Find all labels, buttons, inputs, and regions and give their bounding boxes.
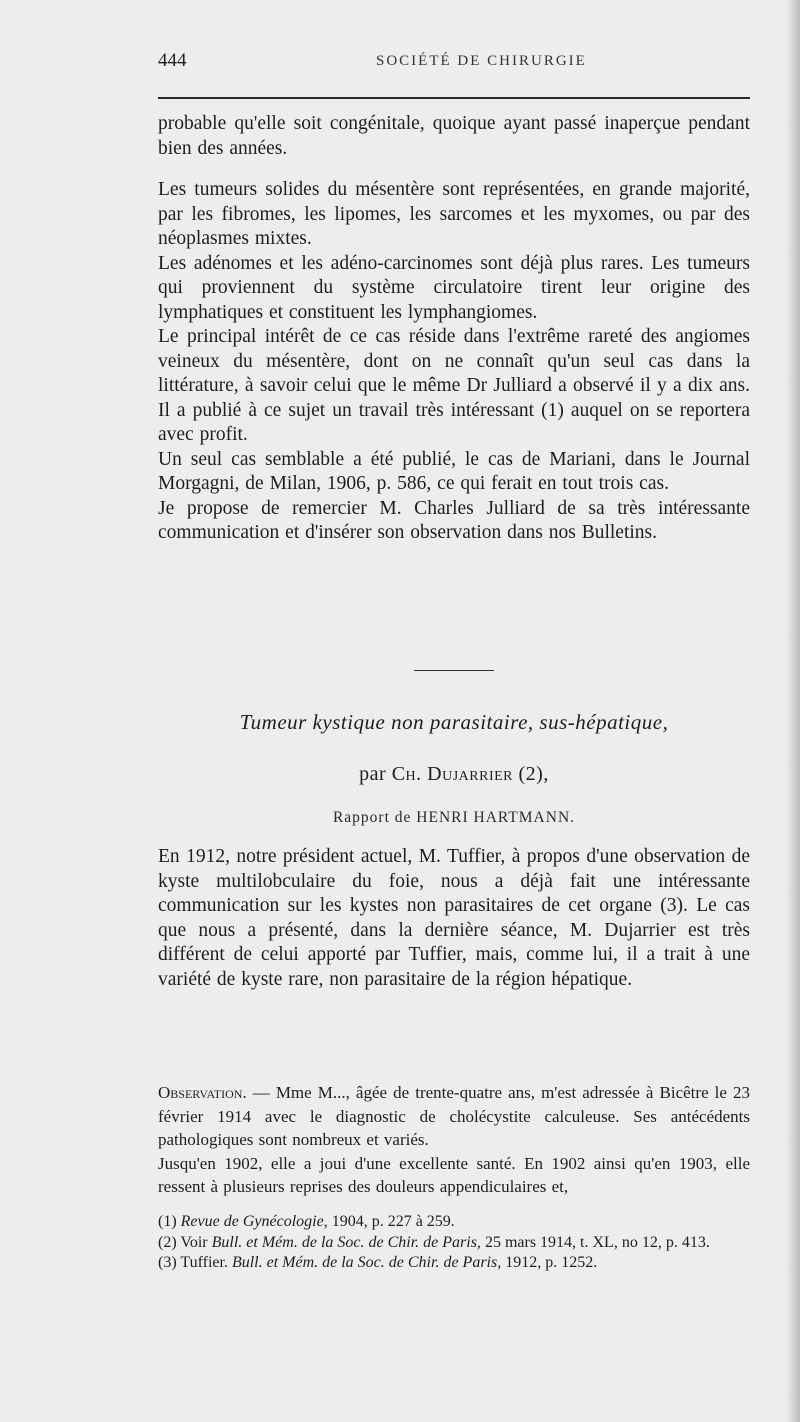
footnote-1-pages: 1904, p. 227 à 259. <box>327 1213 455 1230</box>
report-line: Rapport de HENRI HARTMANN. <box>332 809 576 826</box>
page-edge-shadow <box>786 0 800 1422</box>
paragraph-proposal: Je propose de remercier M. Charles Julliard de sa très intéressante communication et d'insérer son observation dans nos Bulletins. <box>158 497 750 543</box>
observation-paragraph <box>158 1081 750 1152</box>
paragraph-mariani: Un seul cas semblable a été publié, le cas de Mariani, dans le Journal Morgagni, de Milan, 1906, p. 586, ce qui ferait en tout trois cas. <box>158 448 750 494</box>
footnote-2-source: Bull. et Mém. de la Soc. de Chir. de Paris, <box>211 1233 481 1251</box>
footnote-2-prefix: Voir <box>176 1233 212 1251</box>
byline-prefix: par <box>359 763 387 785</box>
section-1-body <box>158 112 750 546</box>
author-name: Ch. Dujarrier (2), <box>391 763 549 785</box>
footnotes <box>158 1212 750 1274</box>
header-rule <box>158 97 750 99</box>
article-title: Tumeur kystique non parasitaire, sus-hépatique, <box>239 710 669 734</box>
footnote-3-source: Bull. et Mém. de la Soc. de Chir. de Paris, <box>231 1254 502 1271</box>
paragraph-continuation: probable qu'elle soit congénitale, quoique ayant passé inaperçue pendant bien des années. <box>158 113 750 159</box>
paragraph-main-interest: Le principal intérêt de ce cas réside dans l'extrême rareté des angiomes veineux du mésentère, dont on ne connaît qu'un seul cas dans la littérature, à savoir celui que le même Dr Julliard a observé il y a dix ans. Il a publié à ce sujet un travail très intéressant (1) auquel on se reportera avec profit. <box>158 326 750 445</box>
observation-text: — Mme M..., âgée de trente-quatre ans, m'est adressée à Bicêtre le 23 février 1914 avec le diagnostic de cholécystite calculeuse. Ses antécédents pathologiques sont nombreux et variés. <box>158 1083 750 1149</box>
paragraph-adenomas: Les adénomes et les adéno-carcinomes sont déjà plus rares. Les tumeurs qui proviennent du système circulatoire tirent leur origine des lymphatiques et constituent les lymphangiomes. <box>158 252 750 323</box>
footnote-2-number: (2) <box>158 1233 177 1251</box>
footnote-2 <box>158 1233 750 1254</box>
footnote-1 <box>158 1212 750 1233</box>
paragraph-solid-tumors: Les tumeurs solides du mésentère sont représentées, en grande majorité, par les fibromes, les lipomes, les sarcomes et les myxomes, ou par des néoplasmes mixtes. <box>158 179 750 249</box>
section-2-body <box>158 845 750 992</box>
observation-block <box>158 1081 750 1199</box>
observation-label: Observation. <box>158 1083 247 1102</box>
running-head: SOCIÉTÉ DE CHIRURGIE <box>376 53 587 69</box>
footnote-2-pages: 25 mars 1914, t. XL, no 12, p. 413. <box>480 1233 710 1251</box>
footnote-3-prefix: Tuffier. <box>176 1254 232 1271</box>
paragraph-tuffier: En 1912, notre président actuel, M. Tuffier, à propos d'une observation de kyste multilobculaire du foie, nous a déjà fait une intéressante communication sur les kystes non parasitaires de cet organe (3). Le cas que nous a présenté, dans la dernière séance, M. Dujarrier est très différent de celui apporté par Tuffier, mais, comme lui, il a trait à une variété de kyste rare, non parasitaire de la région hépatique. <box>158 846 750 990</box>
article-byline <box>158 763 750 786</box>
section-divider <box>414 670 494 671</box>
page-number: 444 <box>158 50 187 71</box>
footnote-3-pages: 1912, p. 1252. <box>501 1254 598 1271</box>
footnote-1-source: Revue de Gynécologie, <box>180 1213 328 1230</box>
footnote-3 <box>158 1253 750 1274</box>
page-header <box>158 50 750 72</box>
observation-history: Jusqu'en 1902, elle a joui d'une excellente santé. En 1902 ainsi qu'en 1903, elle ressent à plusieurs reprises des douleurs appendiculaires et, <box>158 1153 750 1196</box>
footnote-3-number: (3) <box>158 1254 177 1271</box>
footnote-1-number: (1) <box>158 1213 177 1230</box>
